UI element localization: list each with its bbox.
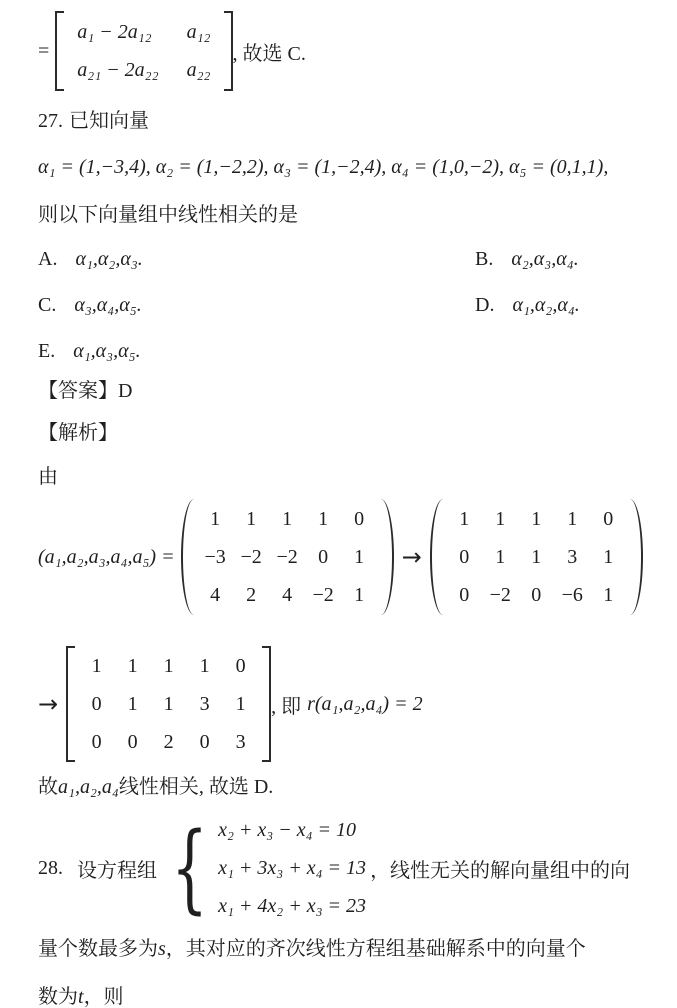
- q28-lead: 设方程组: [77, 859, 157, 882]
- matrix-cell: 1: [495, 546, 506, 568]
- matrix-step-2: [66, 646, 271, 762]
- prev-conclusion-text: , 故选 C.: [232, 42, 306, 65]
- matrix-cell: 1: [235, 693, 246, 715]
- matrix-cell: 1: [603, 584, 614, 606]
- bracket-right: [224, 11, 233, 91]
- arrow-icon: →: [401, 543, 422, 571]
- option-d-label: D.: [475, 294, 495, 316]
- matrix-cell: 1: [495, 508, 506, 530]
- q28-stem-line-2: [38, 936, 659, 962]
- q27-heading: [38, 108, 659, 134]
- answer-value: D: [118, 380, 133, 402]
- q28-stem-line: [38, 812, 659, 924]
- q28-after-text: ，线性无关的解向量组中的向: [370, 859, 631, 882]
- matrix-cell: a₁₂: [186, 21, 211, 43]
- matrix-cell: 0: [603, 508, 614, 530]
- equation-3: x₁ + 4x₂ + x₃ = 23: [218, 895, 367, 917]
- matrix-cell: a₁ − 2a₁₂: [77, 21, 152, 43]
- q28-stem-line-3: [38, 984, 659, 1008]
- matrix-cell: 2: [163, 731, 174, 753]
- equation-system: [218, 817, 366, 919]
- paren-right: [630, 499, 643, 615]
- conclusion-line: [38, 774, 659, 800]
- matrix-original: [181, 499, 394, 615]
- q27-options: [38, 246, 659, 364]
- q27-intro: 已知向量: [69, 110, 149, 132]
- option-e-label: E.: [38, 340, 56, 362]
- paren-left: [181, 499, 194, 615]
- variable-s: s: [158, 938, 166, 960]
- stem2-text-a: 量个数最多为: [38, 938, 158, 960]
- arrow-icon: →: [38, 690, 59, 718]
- matrix-cell: 0: [354, 508, 365, 530]
- option-b-label: B.: [475, 248, 494, 270]
- conclusion-prefix: 故: [38, 776, 58, 798]
- q27-number: 27.: [38, 110, 63, 132]
- matrix-cell: 0: [459, 584, 470, 606]
- matrix-cell: 3: [235, 731, 246, 753]
- matrix-cell: 1: [318, 508, 329, 530]
- matrix-cell: −2: [276, 546, 298, 568]
- option-e-formula: α₁,α₃,α₅.: [73, 340, 141, 362]
- answer-line: [38, 378, 659, 404]
- analysis-lead: [38, 464, 659, 490]
- matrix-cell: −2: [240, 546, 262, 568]
- analysis-line: [38, 420, 659, 446]
- option-a-formula: α₁,α₂,α₃.: [75, 248, 143, 270]
- matrix-cell: 1: [459, 508, 470, 530]
- matrix-cell: −2: [489, 584, 511, 606]
- matrix-cell: 1: [531, 508, 542, 530]
- matrix-cell: 1: [210, 508, 221, 530]
- matrix-cell: −6: [561, 584, 583, 606]
- matrix-cell: 0: [91, 693, 102, 715]
- stem3-text-b: ，则: [83, 986, 124, 1008]
- conclusion-vectors: a₁,a₂,a₄: [58, 776, 119, 798]
- matrix-cell: −3: [204, 546, 226, 568]
- matrix-cell: 0: [127, 731, 138, 753]
- matrix-cell: 0: [235, 655, 246, 677]
- stem2-text-b: ，其对应的齐次线性方程组基础解系中的向量个: [165, 938, 586, 960]
- option-b: [475, 246, 659, 272]
- matrix-cell: 0: [91, 731, 102, 753]
- matrix-cell: 0: [199, 731, 210, 753]
- matrix-cell: 1: [163, 693, 174, 715]
- option-c: [38, 292, 475, 318]
- matrix-cell: 0: [318, 546, 329, 568]
- brace-icon: {: [171, 812, 208, 924]
- derivation-line-1: [38, 498, 659, 616]
- vectors-formula: α₁ = (1,−3,4), α₂ = (1,−2,2), α₃ = (1,−2,4), α₄ = (1,0,−2), α₅ = (0,1,1),: [38, 156, 609, 178]
- q27-vector-definitions: [38, 154, 659, 180]
- option-a-label: A.: [38, 248, 58, 270]
- prev-solution-line: [38, 8, 659, 94]
- stem3-text-a: 数为: [38, 986, 78, 1008]
- matrix-cell: 3: [567, 546, 578, 568]
- matrix-cell: 0: [459, 546, 470, 568]
- matrix-original-cells: [197, 499, 378, 615]
- option-d-formula: α₁,α₂,α₄.: [512, 294, 580, 316]
- conclusion-suffix: 线性相关, 故选 D.: [118, 776, 274, 798]
- matrix-cell: a₂₁ − 2a₂₂: [77, 59, 159, 81]
- matrix-cell: 1: [354, 584, 365, 606]
- matrix-cell: 1: [127, 655, 138, 677]
- option-e: [38, 338, 475, 364]
- option-c-label: C.: [38, 294, 57, 316]
- matrix-cell: a₂₂: [186, 59, 211, 81]
- bracket-right: [262, 646, 271, 762]
- paren-right: [381, 499, 394, 615]
- rank-formula: r(a₁,a₂,a₄) = 2: [307, 692, 423, 715]
- lead-char: 由: [38, 466, 58, 488]
- option-c-formula: α₃,α₄,α₅.: [74, 294, 142, 316]
- matrix-cell: 1: [127, 693, 138, 715]
- paren-left: [430, 499, 443, 615]
- matrix-cell: 4: [210, 584, 221, 606]
- derivation-line-2: [38, 646, 659, 762]
- matrix-cell: 1: [199, 655, 210, 677]
- matrix-cell: 0: [531, 584, 542, 606]
- answer-label: 【答案】: [38, 380, 118, 402]
- q27-stem: [38, 202, 659, 228]
- analysis-label: 【解析】: [38, 422, 118, 444]
- matrix-cell: 2: [246, 584, 257, 606]
- rank-intro: , 即: [271, 695, 302, 718]
- variable-t: t: [78, 986, 84, 1008]
- matrix-cell: 1: [567, 508, 578, 530]
- option-b-formula: α₂,α₃,α₄.: [511, 248, 579, 270]
- matrix-cell: 1: [246, 508, 257, 530]
- stem-text: 则以下向量组中线性相关的是: [38, 204, 298, 226]
- equals-sign: =: [38, 39, 50, 62]
- derivation-lhs: (a₁,a₂,a₃,a₄,a₅) =: [38, 545, 175, 568]
- bracket-left: [66, 646, 75, 762]
- matrix-2x2: [55, 11, 232, 91]
- matrix-cell: 4: [282, 584, 293, 606]
- matrix-cell: 1: [91, 655, 102, 677]
- matrix-cell: 1: [531, 546, 542, 568]
- matrix-2x2-cells: [67, 11, 220, 91]
- matrix-step-1: [430, 499, 643, 615]
- matrix-step-1-cells: [446, 499, 627, 615]
- matrix-cell: 3: [199, 693, 210, 715]
- matrix-step-2-cells: [78, 646, 259, 762]
- option-d: [475, 292, 659, 318]
- equation-2: x₁ + 3x₃ + x₄ = 13: [218, 857, 367, 879]
- matrix-cell: 1: [163, 655, 174, 677]
- equation-1: x₂ + x₃ − x₄ = 10: [218, 819, 357, 841]
- matrix-cell: 1: [282, 508, 293, 530]
- bracket-left: [55, 11, 64, 91]
- matrix-cell: −2: [312, 584, 334, 606]
- matrix-cell: 1: [354, 546, 365, 568]
- q28-number: 28.: [38, 856, 63, 879]
- matrix-cell: 1: [603, 546, 614, 568]
- option-a: [38, 246, 475, 272]
